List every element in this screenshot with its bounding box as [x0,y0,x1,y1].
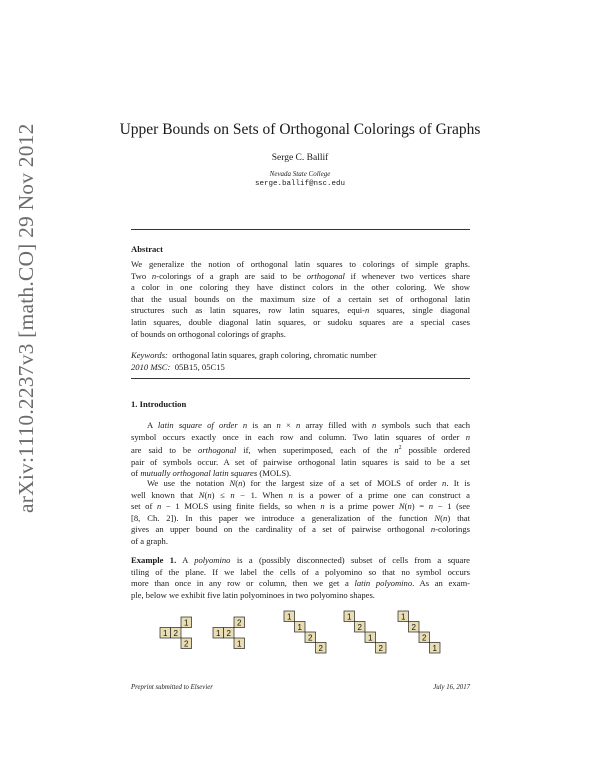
footer-preprint: Preprint submitted to Elsevier [131,684,213,691]
polyomino-cell-label: 2 [173,628,178,638]
section-heading-introduction: 1. Introduction [131,399,187,409]
abstract-line: a color in one coloring they have distinct colors in the other coloring. We show [131,282,470,293]
intro-line: gives an upper bound on the cardinality of a set of pairwise orthogonal n-colorings [131,524,470,535]
polyomino-cell-label: 1 [432,643,437,653]
example-line: ple, below we exhibit five latin polyominoes in two polyomino shapes. [131,589,375,600]
intro-line: pair of symbols occur. A set of pairwise orthogonal latin squares is said to be a set [131,456,470,467]
polyomino-cell-label: 1 [163,628,168,638]
polyomino-cell-label: 1 [184,618,189,628]
keywords-label: Keywords: [131,350,168,360]
polyomino-cell-label: 1 [347,612,352,622]
polyomino-2 [213,617,245,649]
polyomino-cell-label: 1 [287,612,292,622]
polyomino-cell-label: 2 [226,628,231,638]
example-line: tiling of the plane. If we label the cells of a polyomino so that no symbol occurs [131,566,470,577]
polyomino-cell-label: 1 [297,622,302,632]
polyomino-1 [160,617,192,649]
paper-title: Upper Bounds on Sets of Orthogonal Colorings of Graphs [119,121,481,138]
abstract-line: Two n-colorings of a graph are said to be orthogonal if whenever two vertices share [131,270,471,281]
polyomino-cell-label: 2 [237,618,242,628]
footer-date: July 16, 2017 [433,684,470,691]
abstract-heading: Abstract [131,244,163,254]
polyomino-4 [344,611,386,653]
keywords-value: orthogonal latin squares, graph coloring, chromatic number [172,350,377,360]
msc-label: 2010 MSC: [131,362,171,372]
arxiv-identifier: arXiv:1110.2237v3 [math.CO] 29 Nov 2012 [14,123,38,513]
polyomino-cell-label: 2 [378,643,383,653]
intro-line: of a graph. [131,535,168,546]
polyomino-cell-label: 2 [308,633,313,643]
example-line: Example 1. A polyomino is a (possibly disconnected) subset of cells from a square [131,555,471,565]
polyomino-cell-label: 2 [411,622,416,632]
polyomino-cell-label: 2 [422,633,427,643]
example-line: more than once in any row or column, then we get a latin polyomino. As an exam- [131,578,470,589]
polyomino-cell-label: 1 [368,633,373,643]
polyomino-cell-label: 2 [318,643,323,653]
abstract-line: of bounds on orthogonal colorings of graphs. [131,328,286,339]
polyomino-cell-label: 1 [237,639,242,649]
intro-line: set of n − 1 MOLS using finite fields, so when n is a prime power N(n) = n − 1 (see [131,501,470,512]
intro-line: of mutually orthogonal latin squares (MOLS). [131,468,292,479]
polyomino-5 [398,611,440,653]
polyomino-cell-label: 2 [184,639,189,649]
polyomino-3 [284,611,326,653]
msc-value: 05B15, 05C15 [174,362,225,372]
abstract-line: latin squares, double diagonal latin squares, or sudoku squares are a special cases [131,316,470,327]
author-name: Serge C. Ballif [271,153,329,163]
intro-line: well known that N(n) ≤ n − 1. When n is a power of a prime one can construct a [131,489,470,500]
abstract-line: structures such as latin squares, row latin squares, equi-n squares, single diagonal [131,305,470,316]
polyomino-cell-label: 2 [357,622,362,632]
intro-line: symbol occurs exactly once in each row and column. Two latin squares of order n [131,431,470,442]
author-affiliation: Nevada State College [269,170,331,178]
polyomino-cell-label: 1 [216,628,221,638]
abstract-line: We generalize the notion of orthogonal latin squares to colorings of simple graphs. [131,259,470,269]
intro-line: We use the notation N(n) for the largest size of a set of MOLS of order n. It is [147,478,470,488]
intro-line: are said to be orthogonal if, when superimposed, each of the $n^2$ possible ordered [131,445,470,456]
intro-line: [8, Ch. 2]). In this paper we introduce a generalization of the function N(n) that [131,512,470,523]
author-email[interactable]: serge.ballif@nsc.edu [254,180,345,188]
abstract-line: that the usual bounds on the maximum size of a certain set of orthogonal latin [131,293,470,304]
polyomino-cell-label: 1 [401,612,406,622]
intro-line: A latin square of order n is an n × n array filled with n symbols such that each [147,420,470,430]
